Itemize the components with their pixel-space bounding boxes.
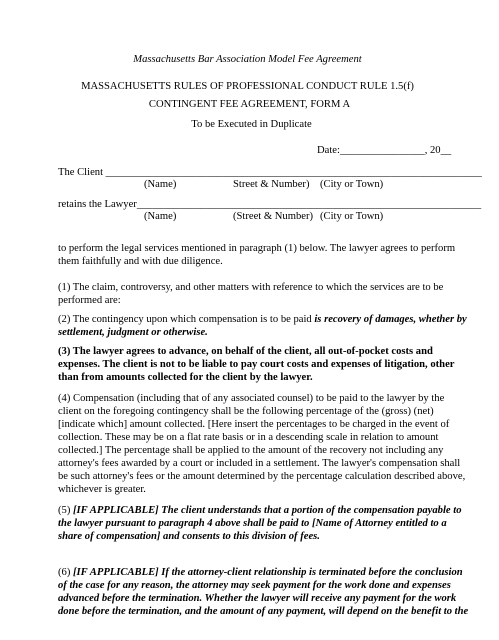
form-title: CONTINGENT FEE AGREEMENT, FORM A xyxy=(148,99,351,110)
intro-paragraph xyxy=(58,242,456,268)
paragraph-5-line: share of compensation] and consents to this division of fees. xyxy=(58,531,320,542)
paragraph-4-line: whichever is greater. xyxy=(58,484,146,495)
date-year: , 20__ xyxy=(424,145,452,156)
client-col-city: (City or Town) xyxy=(320,179,384,190)
paragraph-3 xyxy=(58,345,455,384)
paragraph-5-lead: (5) xyxy=(58,505,74,516)
paragraph-4-line: (4) Compensation (including that of any associated counsel) to be paid to the lawyer by the xyxy=(58,393,445,404)
paragraph-3-line: expenses. The client is not to be liable to pay court costs and expenses of litigation, other xyxy=(58,359,455,370)
paragraph-4 xyxy=(58,392,466,496)
intro-line: to perform the legal services mentioned in paragraph (1) below. The lawyer agrees to perform xyxy=(58,243,456,254)
paragraph-4-line: collection. These may be on a flat rate basis or in a descending scale in relation to amount xyxy=(58,432,439,443)
paragraph-5-text: [IF APPLICABLE] The client understands that a portion of the compensation payable to xyxy=(73,505,462,516)
paragraph-6-text: [IF APPLICABLE] If the attorney-client relationship is terminated before the conclusion xyxy=(73,567,463,578)
paragraph-6-line: advanced before the termination. Whether the lawyer will receive any payment for the work xyxy=(58,593,457,604)
client-label: The Client xyxy=(58,167,104,178)
paragraph-6-line: of the case for any reason, the attorney may seek payment for the work done and expenses xyxy=(58,580,451,591)
execution-note: To be Executed in Duplicate xyxy=(191,119,312,130)
rule-heading: MASSACHUSETTS RULES OF PROFESSIONAL CONDUCT RULE 1.5(f) xyxy=(81,81,414,92)
client-col-street: Street & Number) xyxy=(233,179,310,190)
date-line xyxy=(317,144,451,157)
paragraph-5-line xyxy=(58,504,462,517)
paragraph-4-line: client on the foregoing contingency shall be the following percentage of the (gross) (net) xyxy=(58,406,434,417)
paragraph-4-line: collected.] The percentage shall be applied to the amount of the recovery not including any xyxy=(58,445,444,456)
lawyer-col-name: (Name) xyxy=(144,211,177,222)
paragraph-1-line: performed are: xyxy=(58,295,121,306)
paragraph-4-line: attorney's fees awarded by a court or included in a settlement. The lawyer's compensation shall xyxy=(58,458,461,469)
client-col-name: (Name) xyxy=(144,179,177,190)
paragraph-2-emphasis-line: settlement, judgment or otherwise. xyxy=(58,327,208,338)
lawyer-col-city: (City or Town) xyxy=(320,211,384,222)
lawyer-blank[interactable]: _________________________________________________________________ xyxy=(136,199,482,210)
paragraph-6-line xyxy=(58,566,463,579)
lawyer-label: retains the Lawyer xyxy=(58,199,137,210)
paragraph-6 xyxy=(58,566,469,618)
paragraph-2-emphasis: is recovery of damages, whether by xyxy=(314,314,467,325)
paragraph-1 xyxy=(58,281,444,307)
paragraph-1-line: (1) The claim, controversy, and other matters with reference to which the services are to be xyxy=(58,282,444,293)
paragraph-2-line xyxy=(58,313,467,326)
paragraph-5 xyxy=(58,504,462,543)
paragraph-3-line: than from amounts collected for the client by the lawyer. xyxy=(58,372,313,383)
paragraph-4-line: be such attorney's fees or the amount determined by the percentage calculation described above, xyxy=(58,471,466,482)
date-blank[interactable]: ________________ xyxy=(339,145,425,156)
lawyer-col-street: (Street & Number) xyxy=(233,211,314,222)
paragraph-2 xyxy=(58,313,467,339)
paragraph-6-lead: (6) xyxy=(58,567,74,578)
association-heading: Massachusetts Bar Association Model Fee Agreement xyxy=(133,54,362,65)
date-label: Date: xyxy=(317,145,340,156)
paragraph-6-line: done before the termination, and the amount of any payment, will depend on the benefit to the xyxy=(58,606,469,617)
paragraph-4-line: [indicate which] amount collected. [Here insert the percentages to be charged in the event of xyxy=(58,419,450,430)
paragraph-2-text: (2) The contingency upon which compensation is to be paid xyxy=(58,314,315,325)
intro-line: them faithfully and with due diligence. xyxy=(58,256,223,267)
paragraph-3-line: (3) The lawyer agrees to advance, on behalf of the client, all out-of-pocket costs and xyxy=(58,346,433,357)
client-blank[interactable]: _______________________________________________________________________ xyxy=(105,167,482,178)
paragraph-5-line: the lawyer pursuant to paragraph 4 above shall be paid to [Name of Attorney entitled to a xyxy=(58,518,447,529)
